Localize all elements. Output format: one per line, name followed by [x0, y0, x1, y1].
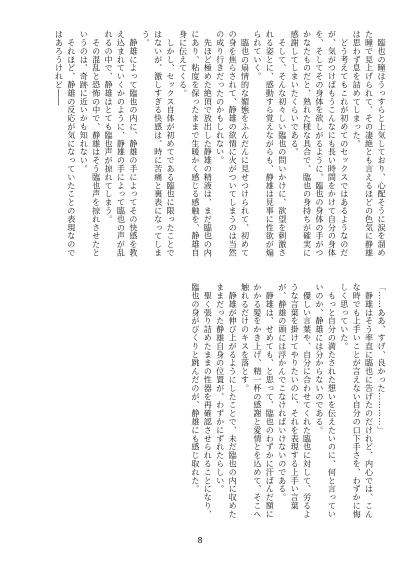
paragraph: 静雄が伸び上がるようにしたことで、未だ臨也の内に収めたままだった静雄自身の位置が、わずかにずれたらしい。	[215, 283, 239, 519]
paragraph: 静雄はそう率直に臨也に告げたのだけれど、内心では、こんな時でも上手いことが言えない自分の口下手さを、わずかに悔しく思っていた。	[339, 283, 375, 519]
paragraph: 静雄は、せめても、と思って、臨也のわずかに汗ばんだ額にかかる髪をかき上げ、精一杯の感謝と愛情とを込めて、そこへ触れるだけのキスを落とす。	[240, 283, 276, 519]
paragraph: どう考えてもこれが初めてのセックスではあるようなのだが、気がつけばもうこんなにも長い時間をかけて自分の身体を、そしてその身体を欲しがるように、臨也の身体の手がつかなたものだと、熟れた様な具合で、臨也の身持ちが確実に感謝してしまいたくらいである。	[290, 30, 350, 257]
paragraph: 優しい言葉や、自分に合わせてくれた臨也に対して、労るような言葉を掛けてやりたいのに、それを表現する上手い言葉が、静雄の頭には浮かんでこなければいけないのである。	[277, 283, 313, 519]
paragraph: もっと自分の満たされた想いを伝えたいのに、何と言っていいのか、静雄には分からないのである。	[314, 283, 338, 519]
paragraph: それほど、静雄の反応が気になっていたことの表現なのではあろうけれど――	[54, 30, 77, 257]
paragraph: そして、そんな初々しい臨也の問いかけに、欲望を刺激される姿とに、感動すら覚えながらも、静雄は見事に性欲が煽られていく。	[252, 30, 288, 257]
paragraph: しかし、セックス自体が初めてである臨也に限ったことではないが、激しすぎる快感は、時に苦痛と裏表になってしまう。	[141, 30, 177, 257]
text-block-top	[30, 30, 388, 259]
paragraph: その混乱と恐怖の中で、静雄はそう臨也声を掠れさせたというのは、奇跡に近いかも知れない。	[79, 30, 102, 257]
text-block-bottom	[30, 283, 388, 523]
dialogue-line: 「……ああ、すげ、良かった…………」	[377, 283, 387, 435]
paragraph: 静雄によって臨也の内に、静雄の手によってその快感を教え込まれていくかのように、静雄の手によって臨也の声が乱れるの中で、静雄はとても臨也声が掠れてしまう。	[104, 30, 139, 257]
paragraph: 臨也の瞳はうっすらと上気しており、心配そうに涙を溜めた瞳で見上げられて、その凄絶とも言えるほどの色気に静雄は思わず息を詰めてしまった。	[352, 30, 387, 257]
page-number: 8	[197, 536, 203, 545]
paragraph: 臨也の扇情的な媚態をふんだんに見せつけられて、初めての身を焦らされて、静雄の欲情に火がついてしまうのは当然の成り行きだったのかもしれない。	[215, 30, 251, 257]
paragraph: 聖く張り詰めたままの性器を再確認させられることになり、臨也の身がびくりと跳んだのが、静雄にも感じ取れた。	[190, 283, 214, 519]
paragraph: 先ほど極めた絶頂で放出した静雄の精液は、まだ臨也の内にあり、粘度を保ったままで生暖かく感じる感触を、静雄自身に伝えてくる。	[178, 30, 214, 257]
